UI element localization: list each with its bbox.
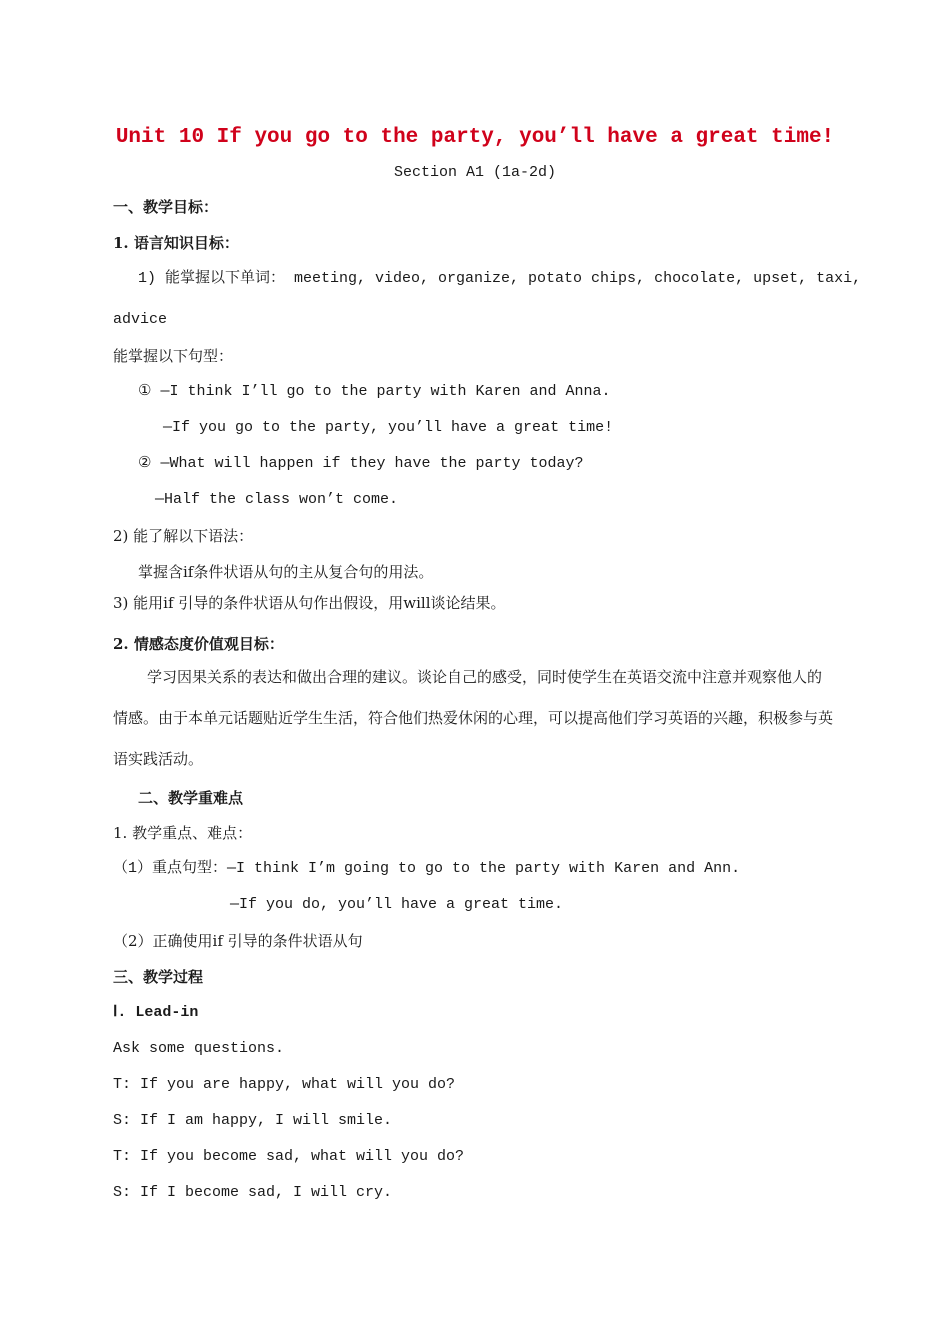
emotion-paragraph: 学习因果关系的表达和做出合理的建议。谈论自己的感受，同时使学生在英语交流中注意并观察他人的情感。由于本单元话题贴近学生生活，符合他们热爱休闲的心理，可以提高他们学习英语的兴趣，积极参与英语实践活动。 bbox=[113, 668, 834, 768]
lead-in-heading: Ⅰ. Lead-in bbox=[113, 1004, 199, 1021]
key-point-1b: —If you do, you’ll have a great time. bbox=[230, 896, 564, 913]
dialogue-line: S: If I become sad, I will cry. bbox=[113, 1184, 393, 1201]
key-points-label: 1. 教学重点、难点： bbox=[113, 824, 253, 842]
heading-objectives: 一、教学目标： bbox=[113, 198, 219, 216]
grammar-text: 掌握含if条件状语从句的主从复合句的用法。 bbox=[138, 563, 434, 581]
vocab-line: 1) 能掌握以下单词： meeting, video, organize, potato chips, chocolate, upset, taxi, bbox=[138, 270, 862, 287]
page-title: Unit 10 If you go to the party, you’ll have a great time! bbox=[115, 126, 835, 149]
heading-process: 三、教学过程 bbox=[113, 968, 204, 986]
key-point-2: （2）正确使用if 引导的条件状语从句 bbox=[113, 932, 363, 950]
dialogue-line: S: If I am happy, I will smile. bbox=[113, 1112, 393, 1129]
item-3: 3) 能用if 引导的条件状语从句作出假设，用will谈论结果。 bbox=[113, 594, 506, 612]
ask-line: Ask some questions. bbox=[113, 1040, 285, 1057]
patterns-label: 能掌握以下句型： bbox=[113, 347, 234, 365]
section-subtitle: Section A1 (1a-2d) bbox=[393, 164, 557, 181]
pattern-2b: —Half the class won’t come. bbox=[155, 491, 399, 508]
dialogue-line: T: If you become sad, what will you do? bbox=[113, 1148, 465, 1165]
key-point-1: （1）重点句型：—I think I’m going to go to the party with Karen and Ann. bbox=[113, 860, 741, 877]
heading-emotion-goals: 2. 情感态度价值观目标： bbox=[113, 635, 284, 653]
heading-key-points: 二、教学重难点 bbox=[138, 789, 244, 807]
heading-language-goals: 1. 语言知识目标： bbox=[113, 234, 239, 252]
pattern-1b: —If you go to the party, you’ll have a great time! bbox=[163, 419, 614, 436]
pattern-1a: ① —I think I’ll go to the party with Karen and Anna. bbox=[138, 383, 611, 400]
grammar-label: 2) 能了解以下语法： bbox=[113, 527, 254, 545]
dialogue-line: T: If you are happy, what will you do? bbox=[113, 1076, 456, 1093]
pattern-2a: ② —What will happen if they have the party today? bbox=[138, 455, 584, 472]
vocab-line-cont: advice bbox=[113, 311, 168, 328]
